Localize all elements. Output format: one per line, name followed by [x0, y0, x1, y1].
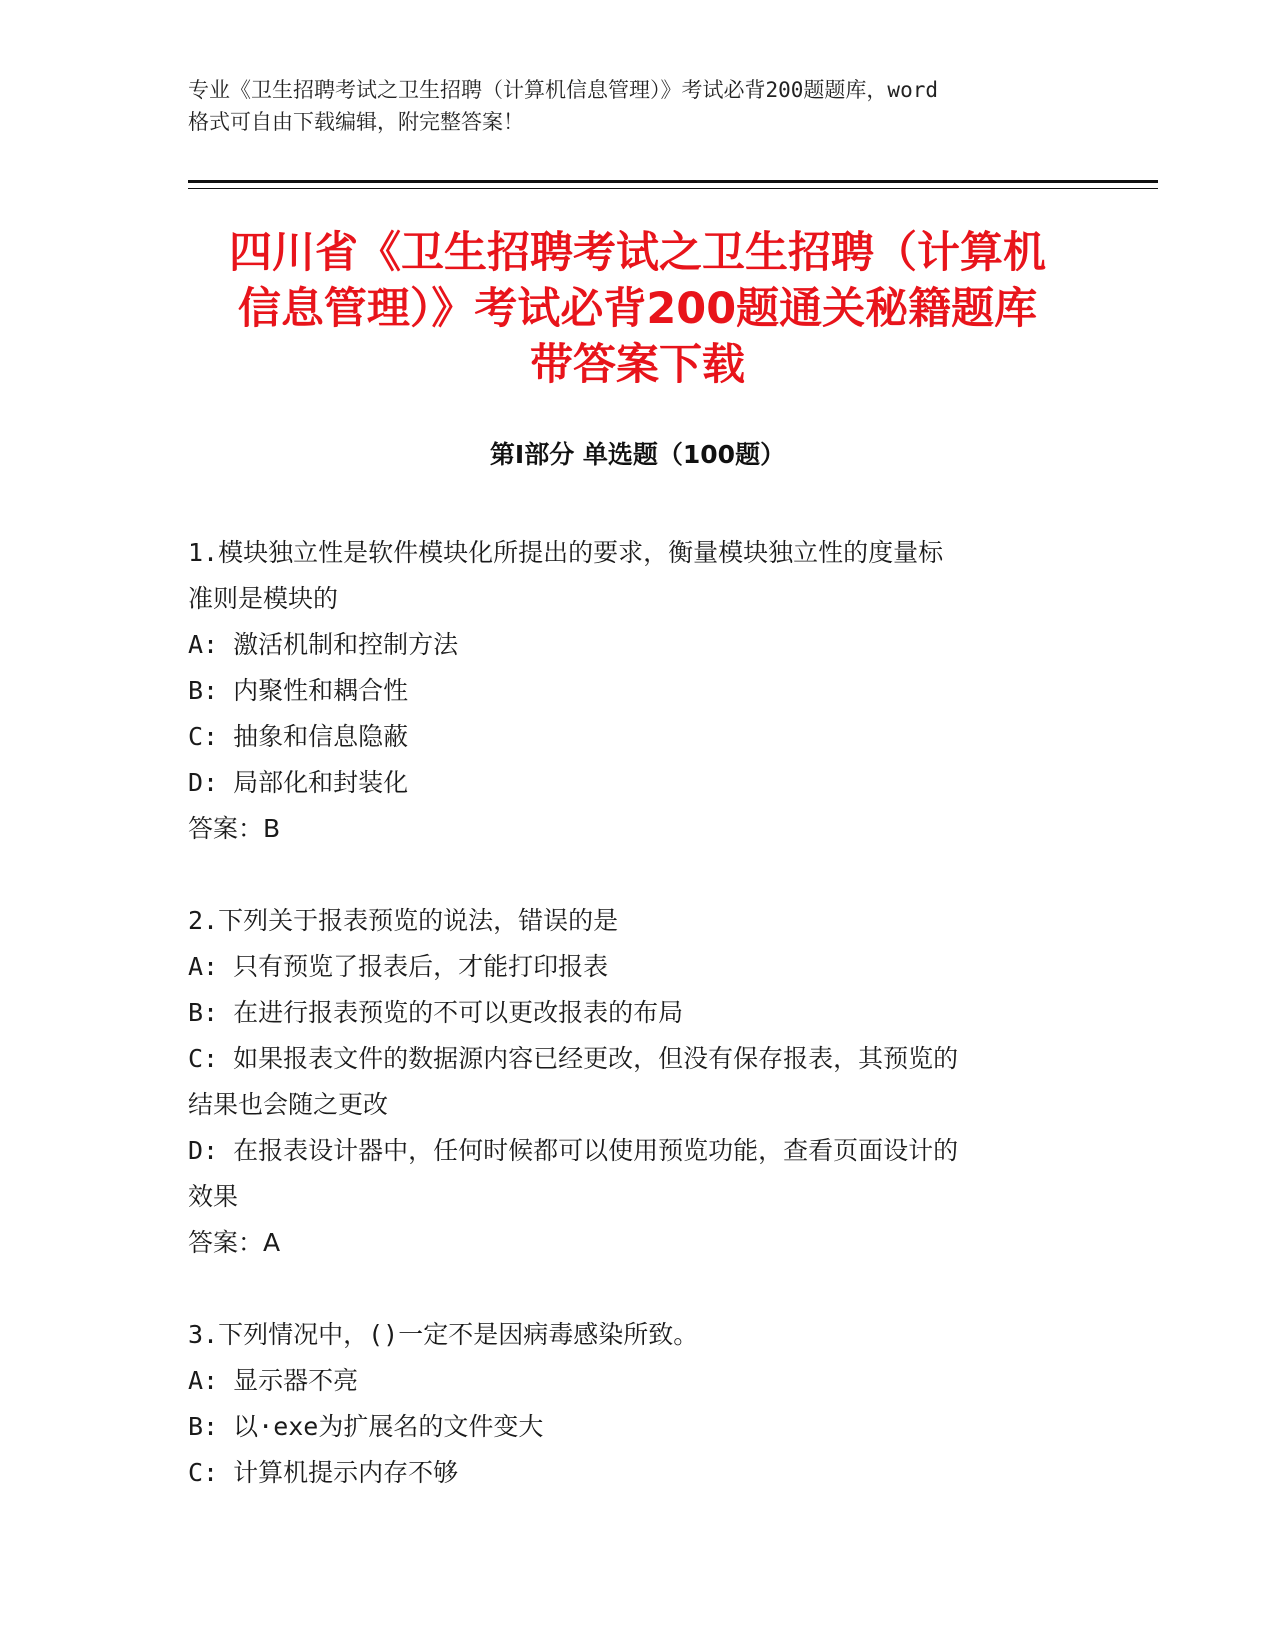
question-1-stem-line-2: 准则是模块的 — [188, 584, 339, 613]
question-3-stem: 3.下列情况中，()一定不是因病毒感染所致。 — [188, 1320, 699, 1349]
question-list — [188, 530, 1088, 1542]
question-1 — [188, 530, 1088, 852]
question-1-option-a: A: 激活机制和控制方法 — [188, 630, 459, 659]
question-1-answer: 答案：B — [188, 814, 281, 843]
question-2-stem: 2.下列关于报表预览的说法，错误的是 — [188, 906, 619, 935]
question-2-option-b: B: 在进行报表预览的不可以更改报表的布局 — [188, 998, 684, 1027]
question-2-option-d-line-1: D: 在报表设计器中，任何时候都可以使用预览功能，查看页面设计的 — [188, 1136, 959, 1165]
section-heading: 第Ⅰ部分 单选题（100题） — [489, 440, 786, 469]
question-2 — [188, 898, 1088, 1266]
header-note — [188, 74, 1088, 138]
question-1-option-d: D: 局部化和封装化 — [188, 768, 409, 797]
question-1-stem-line-1: 1.模块独立性是软件模块化所提出的要求，衡量模块独立性的度量标 — [188, 538, 944, 567]
question-2-answer: 答案：A — [188, 1228, 281, 1257]
header-divider-thick — [188, 180, 1158, 183]
document-title-line-3: 带答案下载 — [530, 340, 745, 390]
question-3-option-a: A: 显示器不亮 — [188, 1366, 359, 1395]
header-note-line-2: 格式可自由下载编辑，附完整答案！ — [188, 110, 524, 134]
question-1-option-b: B: 内聚性和耦合性 — [188, 676, 409, 705]
header-note-line-1: 专业《卫生招聘考试之卫生招聘（计算机信息管理）》考试必背200题题库，word — [188, 78, 938, 102]
question-1-option-c: C: 抽象和信息隐蔽 — [188, 722, 409, 751]
question-3-option-c: C: 计算机提示内存不够 — [188, 1458, 459, 1487]
question-2-option-a: A: 只有预览了报表后，才能打印报表 — [188, 952, 609, 981]
document-title — [150, 225, 1125, 393]
document-title-line-1: 四川省《卫生招聘考试之卫生招聘（计算机 — [229, 228, 1046, 278]
question-2-option-c-line-2: 结果也会随之更改 — [188, 1090, 389, 1119]
question-3-option-b: B: 以·exe为扩展名的文件变大 — [188, 1412, 544, 1441]
question-3 — [188, 1312, 1088, 1496]
document-title-line-2: 信息管理）》考试必背200题通关秘籍题库 — [237, 284, 1038, 334]
question-2-option-c-line-1: C: 如果报表文件的数据源内容已经更改，但没有保存报表，其预览的 — [188, 1044, 959, 1073]
question-2-option-d-line-2: 效果 — [188, 1182, 239, 1211]
header-divider-thin — [188, 188, 1158, 189]
